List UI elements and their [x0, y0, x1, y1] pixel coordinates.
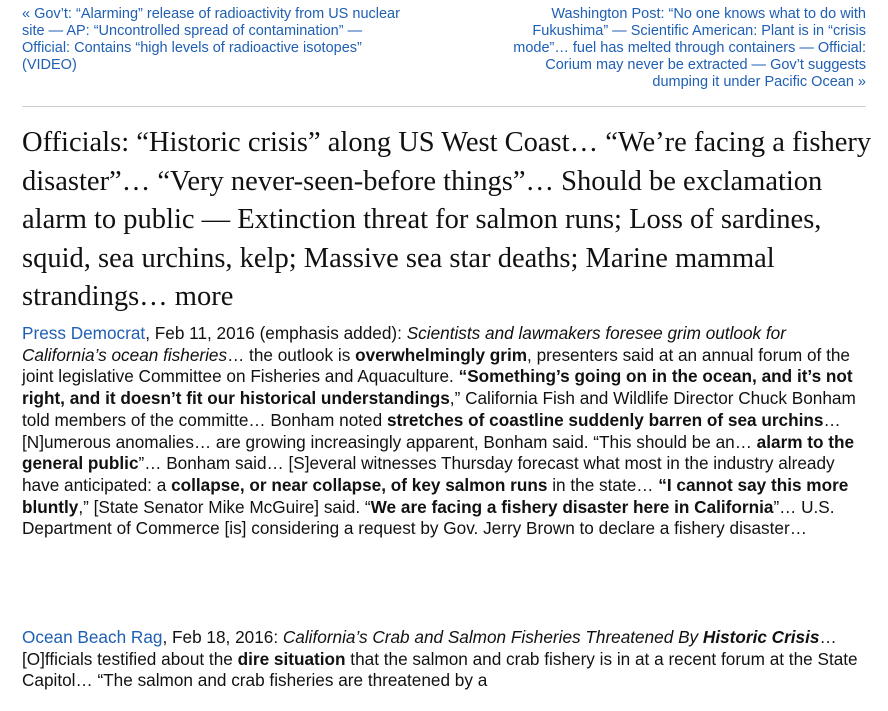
article-excerpt-ocean-beach-rag	[22, 627, 872, 692]
divider	[22, 106, 866, 107]
next-post-title: Washington Post: “No one knows what to do with Fukushima” — Scientific American: Plant is in “crisis mode”… fuel has melted through containers — Official: Corium may never be extracted — Gov’t suggests dumping it under Pacific Ocean	[513, 6, 866, 90]
previous-post-title: Gov’t: “Alarming” release of radioactivity from US nuclear site — AP: “Uncontrolled spread of contamination” — Official: Contains “high levels of radioactive isotopes” (VIDEO)	[22, 6, 400, 73]
previous-post-link[interactable]	[22, 6, 402, 74]
article-text: … the outlook is	[227, 344, 356, 365]
article-text: ,” California Fish and Wildlife Director Chuck Bonham told members of the committe… Bonham noted	[22, 388, 856, 430]
article-text: ”… Bonham said… [S]everal witnesses Thursday forecast what most in the industry already have anticipated: a	[22, 453, 835, 495]
article-headline: Officials: “Historic crisis” along US West Coast… “We’re facing a fishery disaster”… “Very never-seen-before things”… Should be exclamation alarm to public — Extinction threat for salmon runs; Loss of sardines, squid, sea urchins, kelp; Massive sea star deaths; Marine mammal strandings… more	[22, 127, 872, 312]
emphasis: collapse, or near collapse, of key salmon runs	[171, 474, 548, 495]
emphasis: dire situation	[237, 648, 346, 669]
emphasis: Historic Crisis	[702, 627, 820, 647]
emphasis: “Something’s going on in the ocean, and it’s not right, and it doesn’t fit our historical understandings	[22, 366, 853, 409]
article-text: ,” [State Senator Mike McGuire] said. “	[78, 496, 371, 517]
emphasis: alarm to the general public	[22, 431, 855, 474]
emphasis: We are facing a fishery disaster here in California	[370, 496, 774, 517]
source-link-ocean-beach-rag[interactable]: Ocean Beach Rag	[22, 627, 163, 647]
article-meta: , Feb 11, 2016 (emphasis added):	[145, 323, 407, 343]
article-meta: , Feb 18, 2016:	[162, 627, 283, 647]
article-text: … [N]umerous anomalies… are growing increasingly apparent, Bonham said. “This should be an…	[22, 409, 841, 452]
article-text: in the state…	[547, 474, 659, 495]
emphasis: overwhelmingly grim	[355, 344, 528, 365]
article-excerpt-press-democrat	[22, 323, 872, 540]
emphasis: stretches of coastline suddenly barren of sea urchins	[386, 409, 824, 430]
next-post-link[interactable]	[496, 6, 866, 91]
article-text: ”… U.S. Department of Commerce [is] considering a request by Gov. Jerry Brown to declare a fishery disaster…	[22, 496, 835, 539]
source-link-press-democrat[interactable]: Press Democrat	[22, 323, 146, 343]
next-arrow: »	[853, 74, 866, 90]
prev-arrow: «	[22, 6, 35, 22]
article-lead: Scientists and lawmakers foresee grim outlook for California’s ocean fisheries	[22, 323, 786, 365]
article-lead: California’s Crab and Salmon Fisheries Threatened By	[282, 627, 703, 647]
article-text: … [O]fficials testified about the	[22, 627, 837, 669]
emphasis: “I cannot say this more bluntly	[22, 474, 849, 517]
article-text: , presenters said at an annual forum of the joint legislative Committee on Fisheries and Aquaculture.	[22, 344, 850, 387]
article-text: that the salmon and crab fishery is in at a recent forum at the State Capitol… “The salmon and crab fisheries are threatened by a	[22, 648, 858, 691]
